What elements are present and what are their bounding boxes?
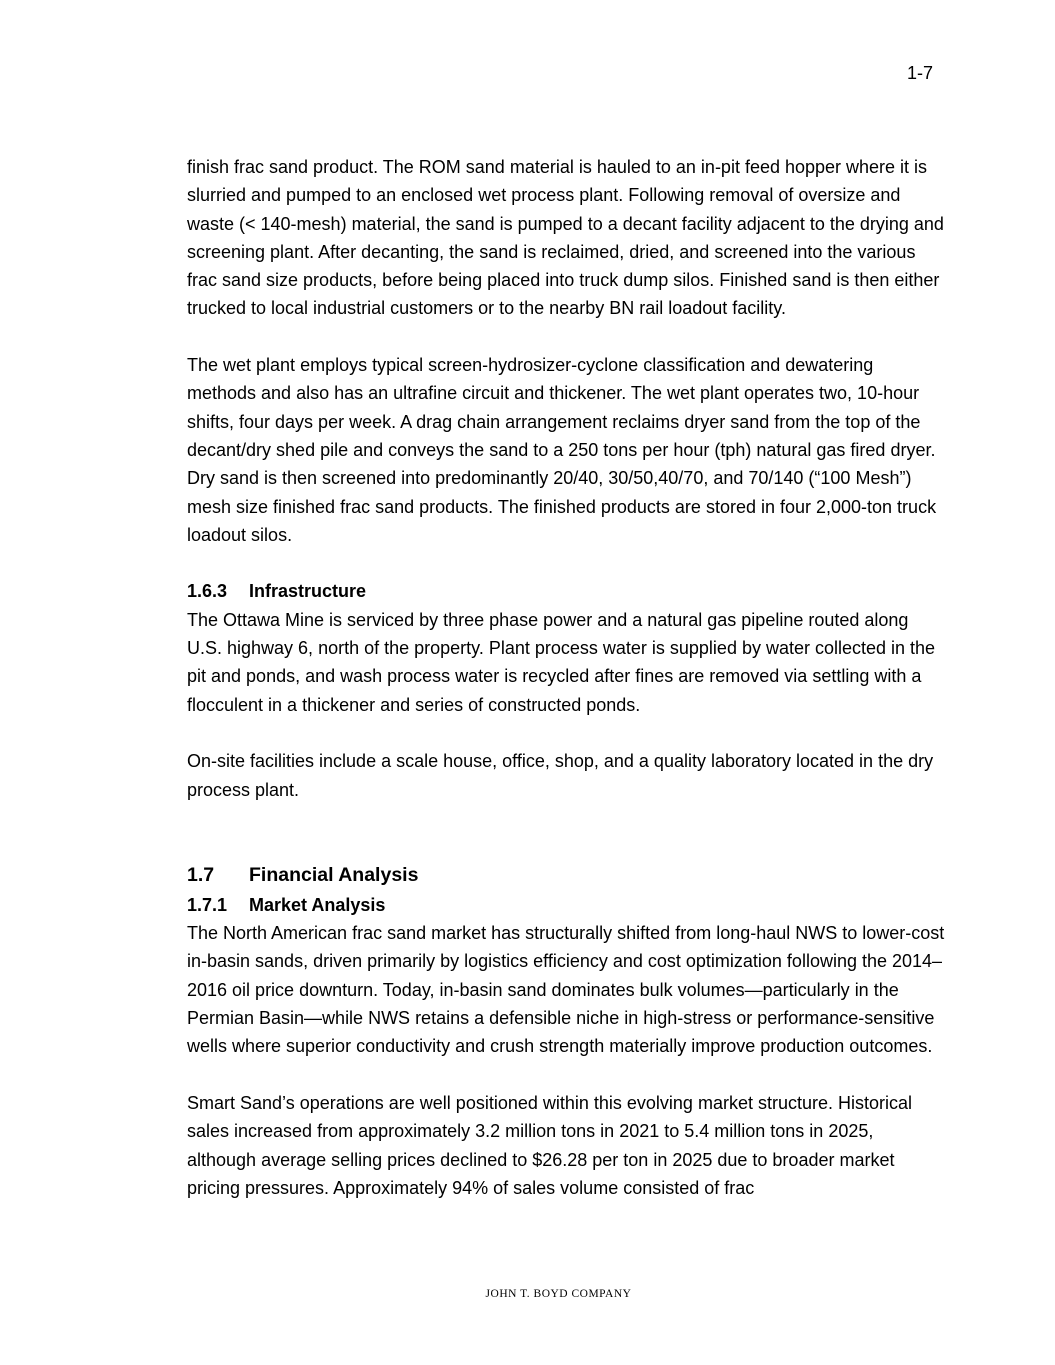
heading-number: 1.7 [187, 863, 215, 886]
page-number: 1-7 [906, 63, 933, 83]
heading-market-analysis [187, 891, 947, 919]
paragraph-wet-plant: The wet plant employs typical screen-hydrosizer-cyclone classification and dewatering methods and also has an ultrafine circuit and thickener. The wet plant operates two, 10-hour shifts, four days per week. A drag chain arrangement reclaims dryer sand from the top of the decant/dry shed pile and conveys the sand to a 250 tons per hour (tph) natural gas fired dryer. Dry sand is then screened into predominantly 20/40, 30/50,40/70, and 70/140 (“100 Mesh”) mesh size finished frac sand products. The finished products are stored in four 2,000-ton truck loadout silos. [187, 355, 937, 545]
document-body [187, 153, 947, 1202]
heading-number: 1.7.1 [187, 894, 228, 915]
heading-title: Financial Analysis [249, 863, 419, 886]
heading-title: Market Analysis [249, 894, 386, 915]
footer-company-name: JOHN T. BOYD COMPANY [485, 1288, 632, 1300]
heading-title: Infrastructure [249, 581, 367, 602]
paragraph-onsite-facilities: On-site facilities include a scale house, office, shop, and a quality laboratory located in the dry process plant. [187, 751, 934, 800]
paragraph-smart-sand-operations: Smart Sand’s operations are well positioned within this evolving market structure. Historical sales increased from approximately 3.2 million tons in 2021 to 5.4 million tons in 2025, although average selling prices declined to $26.28 per ton in 2025 due to broader market pricing pressures. Approximately 94% of sales volume consisted of frac [187, 1092, 912, 1198]
heading-financial-analysis [187, 860, 947, 891]
paragraph-market-analysis: The North American frac sand market has structurally shifted from long-haul NWS to lower-cost in-basin sands, driven primarily by logistics efficiency and cost optimization following the 2014–2016 oil price downturn. Today, in-basin sand dominates bulk volumes—particularly in the Permian Basin—while NWS retains a defensible niche in high-stress or performance-sensitive wells where superior conductivity and crush strength materially improve production outcomes. [187, 923, 945, 1057]
heading-number: 1.6.3 [187, 581, 228, 602]
heading-infrastructure [187, 577, 947, 605]
paragraph-infrastructure: The Ottawa Mine is serviced by three phase power and a natural gas pipeline routed along U.S. highway 6, north of the property. Plant process water is supplied by water collected in the pit and ponds, and wash process water is recycled after fines are removed via settling with a flocculent in a thickener and series of constructed ponds. [187, 609, 936, 715]
paragraph-process-description: finish frac sand product. The ROM sand material is hauled to an in-pit feed hopper where it is slurried and pumped to an enclosed wet process plant. Following removal of oversize and waste (< 140-mesh) material, the sand is pumped to a decant facility adjacent to the drying and screening plant. After decanting, the sand is reclaimed, dried, and screened into the various frac sand size products, before being placed into truck dump silos. Finished sand is then either trucked to local industrial customers or to the nearby BN rail loadout facility. [187, 157, 944, 319]
